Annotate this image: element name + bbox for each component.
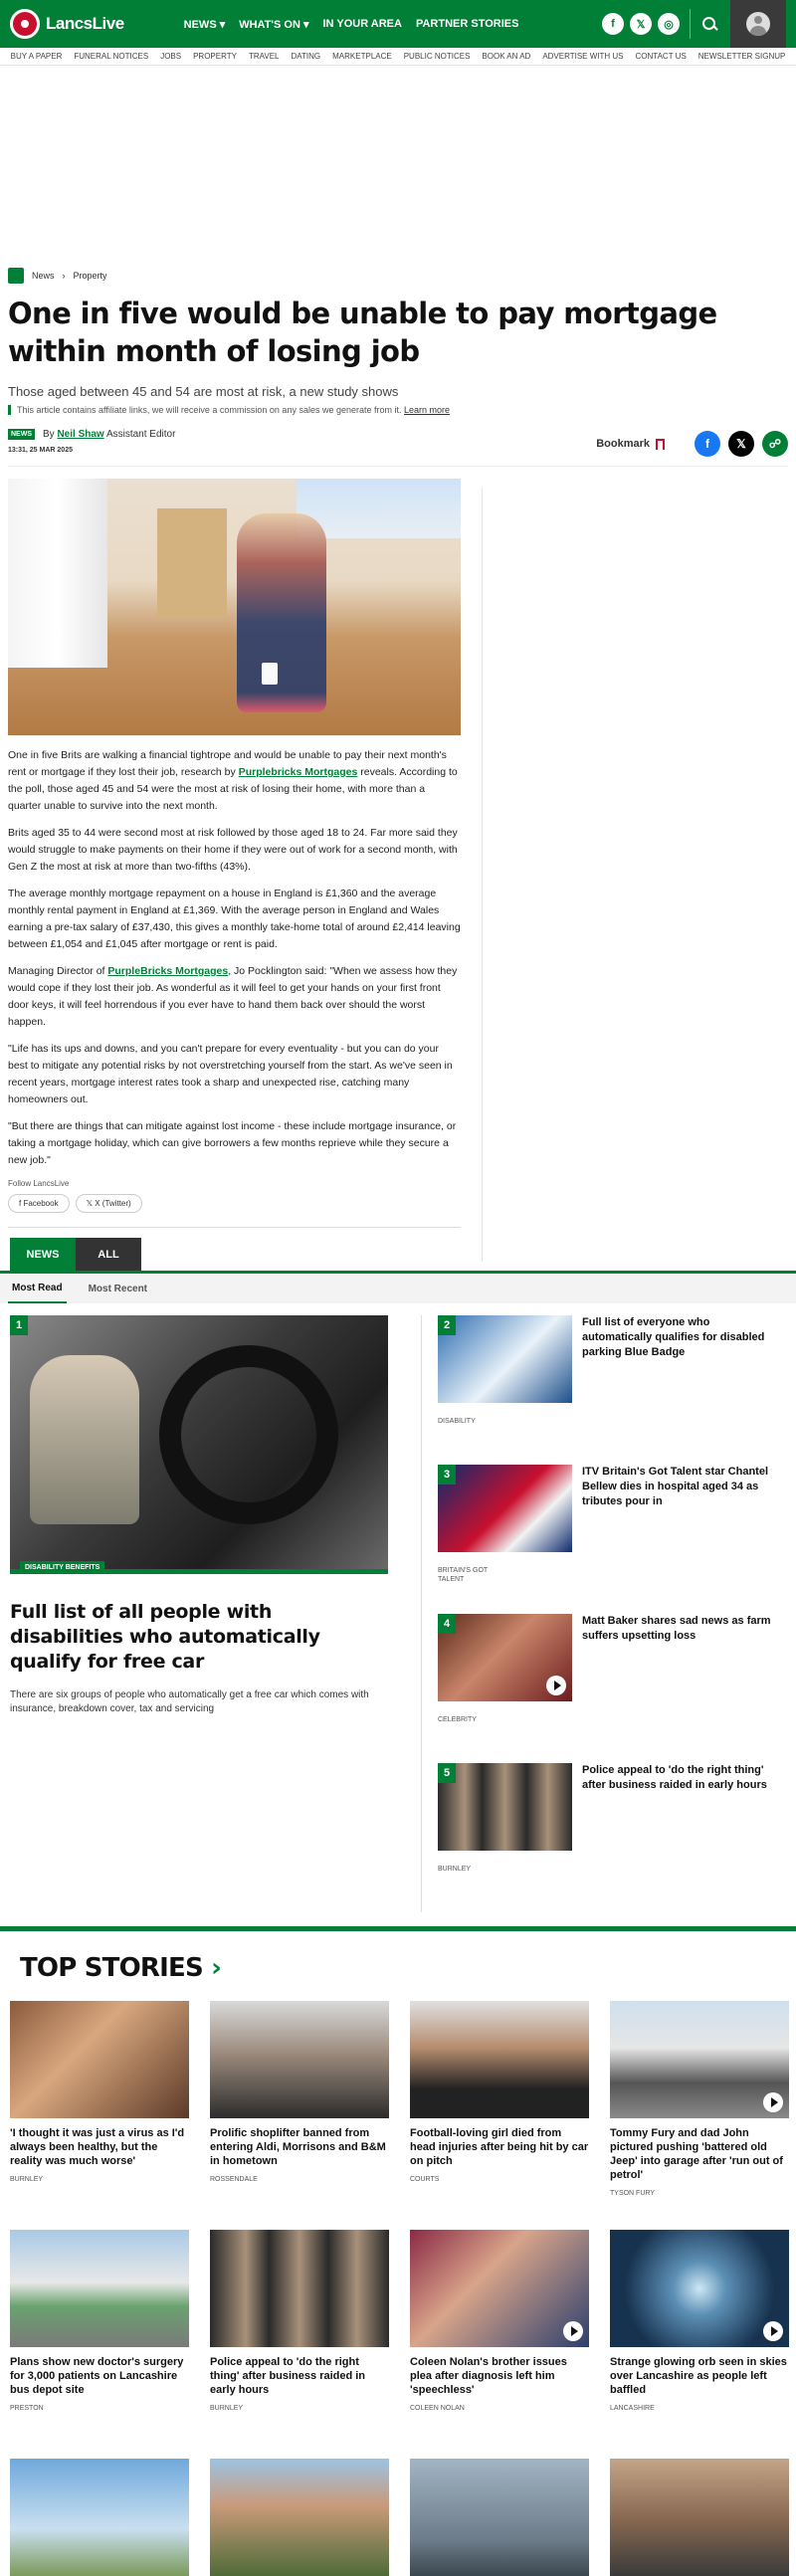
- category-tag[interactable]: DISABILITY BENEFITS: [20, 1561, 104, 1574]
- follow-label: Follow LancsLive: [8, 1179, 70, 1188]
- story-image: [10, 2001, 189, 2118]
- author-line: [43, 429, 175, 440]
- story-category: BURNLEY: [10, 2176, 44, 2183]
- story-image: [610, 2459, 789, 2576]
- item-headline[interactable]: Police appeal to 'do the right thing' after business raided in early hours: [582, 1764, 767, 1791]
- top-stories-grid: [0, 2001, 796, 2558]
- purplebricks-link[interactable]: Purplebricks Mortgages: [238, 766, 358, 778]
- story-card[interactable]: [10, 2459, 189, 2558]
- thumbnail: [438, 1315, 572, 1403]
- story-image: [10, 2230, 189, 2347]
- user-icon: [746, 12, 770, 36]
- rank-badge: 5: [438, 1763, 456, 1783]
- subnav-contact-us[interactable]: CONTACT US: [635, 52, 687, 61]
- nav-partner-stories[interactable]: PARTNER STORIES: [415, 17, 519, 30]
- article-paragraph: "Life has its ups and downs, and you can't prepare for every eventuality - but you can do your best to mitigate any potential risks by not overstretching yourself from the start. As we've seen in recent years, mortgage interest rates took a sharp and unexpected rise, catching many homeowners out.: [8, 1043, 453, 1105]
- story-headline[interactable]: Coleen Nolan's brother issues plea after diagnosis left him 'speechless': [410, 2356, 567, 2396]
- tab-most-read[interactable]: Most Read: [8, 1275, 67, 1303]
- account-button[interactable]: [730, 0, 786, 48]
- item-headline[interactable]: Matt Baker shares sad news as farm suffers upsetting loss: [582, 1615, 771, 1642]
- subnav-funeral-notices[interactable]: FUNERAL NOTICES: [74, 52, 149, 61]
- story-headline[interactable]: Police appeal to 'do the right thing' after business raided in early hours: [210, 2356, 366, 2396]
- subnav-newsletter[interactable]: NEWSLETTER SIGNUP: [697, 52, 786, 61]
- story-card[interactable]: [210, 2459, 389, 2558]
- article-paragraph: "But there are things that can mitigate against lost income - these include mortgage insurance, or taking a mortgage holiday, which can give borrowers a few months reprieve while they secure a new job.": [8, 1120, 457, 1166]
- article-standfirst: Those aged between 45 and 54 are most at risk, a new study shows: [8, 384, 399, 399]
- bookmark-label: Bookmark: [596, 438, 650, 450]
- ad-slot: [0, 66, 796, 265]
- story-image: [410, 2459, 589, 2576]
- learn-more-link[interactable]: Learn more: [404, 405, 451, 415]
- most-read-tabs: [0, 1274, 796, 1303]
- thumbnail: [438, 1465, 572, 1552]
- share-facebook-icon[interactable]: f: [695, 431, 720, 457]
- news-tag[interactable]: NEWS: [8, 429, 35, 440]
- article-body: [8, 747, 461, 1169]
- purplebricks-link[interactable]: PurpleBricks Mortgages: [107, 965, 229, 977]
- text: Managing Director of: [8, 965, 108, 977]
- tab-news[interactable]: NEWS: [10, 1238, 76, 1271]
- story-category: ROSSENDALE: [210, 2176, 258, 2183]
- story-card[interactable]: [210, 2230, 389, 2459]
- lead-headline[interactable]: Full list of all people with disabilities who automatically qualify for free car: [10, 1601, 320, 1673]
- story-image: [610, 2230, 789, 2347]
- affiliate-text: This article contains affiliate links, we will receive a commission on any sales we generate from it.: [17, 405, 402, 415]
- x-twitter-icon[interactable]: 𝕏: [630, 13, 652, 35]
- story-image: [210, 2230, 389, 2347]
- nav-whats-on[interactable]: WHAT'S ON ▾: [239, 18, 309, 31]
- affiliate-notice: [8, 405, 788, 415]
- story-headline[interactable]: Plans show new doctor's surgery for 3,000 patients on Lancashire bus depot site: [10, 2356, 184, 2396]
- facebook-icon[interactable]: f: [602, 13, 624, 35]
- subnav-marketplace[interactable]: MARKETPLACE: [332, 52, 392, 61]
- search-icon[interactable]: [700, 15, 718, 33]
- camera-icon[interactable]: [763, 2321, 783, 2341]
- by-label: By: [43, 429, 55, 440]
- list-item[interactable]: [438, 1315, 776, 1465]
- breadcrumb: [0, 265, 796, 287]
- top-stories-divider: [0, 1926, 796, 1931]
- subnav-book-an-ad[interactable]: BOOK AN AD: [482, 52, 531, 61]
- story-card[interactable]: [10, 2230, 189, 2459]
- story-card[interactable]: [410, 2230, 589, 2459]
- sidebar-divider: [482, 488, 483, 1262]
- story-card[interactable]: [210, 2001, 389, 2230]
- story-card[interactable]: [410, 2459, 589, 2558]
- story-image: [610, 2001, 789, 2118]
- rank-badge: 4: [438, 1614, 456, 1634]
- item-headline[interactable]: ITV Britain's Got Talent star Chantel Bellew dies in hospital aged 34 as tributes pour in: [582, 1466, 768, 1507]
- article-paragraph: [8, 747, 461, 815]
- news-tabs: [0, 1238, 796, 1274]
- nav-in-your-area[interactable]: IN YOUR AREA: [322, 17, 402, 30]
- play-icon[interactable]: [563, 2321, 583, 2341]
- story-card[interactable]: [610, 2230, 789, 2459]
- play-icon[interactable]: [546, 1676, 566, 1695]
- site-logo[interactable]: [10, 9, 124, 39]
- sub-navigation: [0, 48, 796, 66]
- tab-all[interactable]: ALL: [76, 1238, 141, 1271]
- article-hero-image: [8, 479, 461, 735]
- play-icon[interactable]: [763, 2092, 783, 2112]
- article-actions: [596, 431, 788, 457]
- story-card[interactable]: [410, 2001, 589, 2230]
- author-role: Assistant Editor: [105, 429, 176, 440]
- chevron-right-icon: ›: [211, 1953, 222, 1983]
- most-read-list: [421, 1315, 776, 1912]
- item-category: DISABILITY: [438, 1418, 476, 1425]
- follow-x-button[interactable]: 𝕏 X (Twitter): [76, 1194, 142, 1213]
- article-paragraph: Brits aged 35 to 44 were second most at risk followed by those aged 18 to 24. Far more said they would struggle to make payments on their home if they were out of work for a second month, with Gen Z the most at risk at more than two-fifths (43%).: [8, 827, 458, 873]
- follow-buttons: [8, 1194, 788, 1213]
- publish-date: 13:31, 25 MAR 2025: [8, 447, 73, 454]
- story-headline[interactable]: Football-loving girl died from head injuries after being hit by car on pitch: [410, 2127, 589, 2167]
- copy-link-icon[interactable]: ☍: [762, 431, 788, 457]
- thumbnail: [438, 1763, 572, 1851]
- rank-badge: 3: [438, 1465, 456, 1485]
- instagram-icon[interactable]: ◎: [658, 13, 680, 35]
- story-headline[interactable]: 'I thought it was just a virus as I'd always been healthy, but the reality was much worse': [10, 2127, 185, 2167]
- story-headline[interactable]: Tommy Fury and dad John pictured pushing 'battered old Jeep' into garage after 'run out of petrol': [610, 2127, 783, 2181]
- top-navigation: [0, 0, 796, 48]
- story-category: BURNLEY: [210, 2405, 244, 2412]
- subnav-public-notices[interactable]: PUBLIC NOTICES: [403, 52, 471, 61]
- subnav-property[interactable]: PROPERTY: [193, 52, 237, 61]
- item-category: CELEBRITY: [438, 1716, 477, 1723]
- story-image: [210, 2001, 389, 2118]
- story-category: COLEEN NOLAN: [410, 2405, 465, 2412]
- divider: [8, 1227, 461, 1228]
- chevron-right-icon: ›: [62, 271, 66, 281]
- article-paragraph: [8, 963, 461, 1031]
- lead-image: [10, 1315, 388, 1569]
- main-nav: [184, 18, 519, 31]
- story-image: [410, 2001, 589, 2118]
- list-item[interactable]: [438, 1614, 776, 1763]
- text: One in five Brits are walking a financial tightrope and would be unable to pay their next month's rent or mortgage if they lost their job, research by: [8, 749, 447, 778]
- story-category: PRESTON: [10, 2405, 44, 2412]
- story-image: [10, 2459, 189, 2576]
- rank-badge: 1: [10, 1315, 28, 1335]
- author-link[interactable]: Neil Shaw: [57, 429, 104, 440]
- story-headline[interactable]: Strange glowing orb seen in skies over Lancashire as people left baffled: [610, 2356, 787, 2396]
- list-item[interactable]: [438, 1465, 776, 1614]
- most-read-lead[interactable]: [10, 1315, 388, 1912]
- item-category: BURNLEY: [438, 1866, 472, 1873]
- top-stories-title: TOP STORIES: [20, 1953, 203, 1983]
- nav-icons: [602, 0, 786, 48]
- share-x-icon[interactable]: 𝕏: [728, 431, 754, 457]
- breadcrumb-news[interactable]: News: [32, 271, 55, 281]
- subnav-buy-a-paper[interactable]: BUY A PAPER: [10, 52, 63, 61]
- bookmark-icon: [656, 439, 665, 450]
- breadcrumb-property[interactable]: Property: [73, 271, 107, 281]
- lancslive-mini-logo: [8, 268, 24, 284]
- story-image: [210, 2459, 389, 2576]
- subnav-advertise[interactable]: ADVERTISE WITH US: [542, 52, 624, 61]
- text: reveals. According to the poll, those aged 45 and 54 were the most at risk of losing their home, with more than a quarter unable to survive into the next month.: [8, 766, 458, 812]
- subnav-jobs[interactable]: JOBS: [160, 52, 182, 61]
- tab-most-recent[interactable]: Most Recent: [88, 1283, 148, 1294]
- logo-text: LancsLive: [46, 14, 124, 33]
- story-image: [410, 2230, 589, 2347]
- thumbnail: [438, 1614, 572, 1701]
- bookmark-button[interactable]: [596, 438, 665, 450]
- rank-badge: 2: [438, 1315, 456, 1335]
- follow-facebook-button[interactable]: f Facebook: [8, 1194, 70, 1213]
- nav-divider: [690, 9, 691, 39]
- story-category: TYSON FURY: [610, 2190, 655, 2197]
- text: , Jo Pocklington said: "When we assess how they would cope if they lost their job. As wonderful as it will feel to get your hands on your first front door keys, it will feel horrendous if you ever have to hand them back over should the worst happen.: [8, 965, 458, 1028]
- nav-news[interactable]: NEWS ▾: [183, 18, 226, 31]
- article-paragraph: The average monthly mortgage repayment on a house in England is £1,360 and the average monthly rental payment in England at £1,369. With the average person in England and Wales earning a pre-tax salary of £37,430, this gives a monthly take-home total of around £2,414 leaving between £1,054 and £1,045 after mortgage or rent is paid.: [8, 888, 461, 950]
- story-category: COURTS: [410, 2176, 440, 2183]
- rose-icon: [10, 9, 40, 39]
- story-card[interactable]: [10, 2001, 189, 2230]
- subnav-travel[interactable]: TRAVEL: [248, 52, 280, 61]
- story-headline[interactable]: Prolific shoplifter banned from entering Aldi, Morrisons and B&M in hometown: [210, 2127, 386, 2167]
- item-headline[interactable]: Full list of everyone who automatically qualifies for disabled parking Blue Badge: [582, 1316, 765, 1358]
- top-stories-heading[interactable]: [20, 1953, 796, 1983]
- story-category: LANCASHIRE: [610, 2405, 655, 2412]
- article-headline: One in five would be unable to pay mortgage within month of losing job: [8, 297, 717, 368]
- story-card[interactable]: [610, 2001, 789, 2230]
- byline: [8, 429, 788, 467]
- story-card[interactable]: [610, 2459, 789, 2558]
- most-read-section: [0, 1303, 796, 1912]
- list-item[interactable]: [438, 1763, 776, 1912]
- item-category: BRITAIN'S GOT TALENT: [438, 1567, 489, 1583]
- subnav-dating[interactable]: DATING: [291, 52, 321, 61]
- lead-summary: There are six groups of people who automatically get a free car which comes with insurance, breakdown cover, tax and servicing: [10, 1689, 369, 1714]
